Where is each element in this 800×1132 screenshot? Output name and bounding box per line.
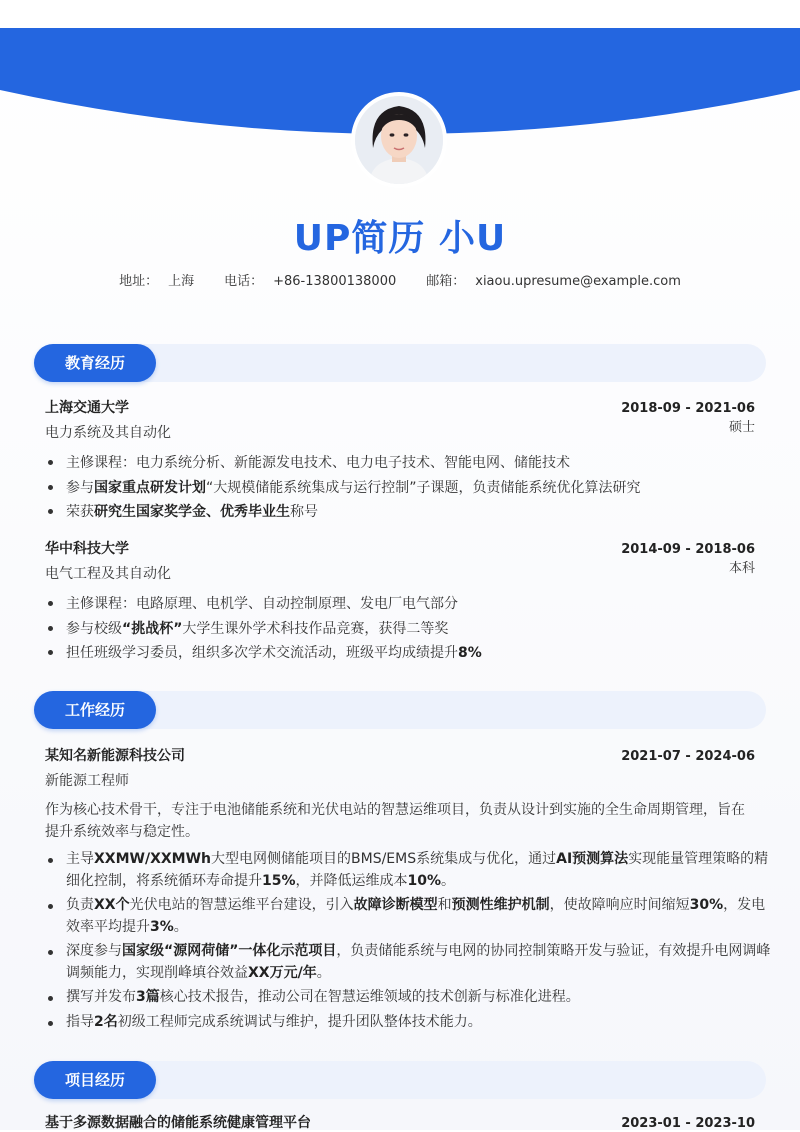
projects-section-title: 项目经历 [34, 1061, 156, 1099]
contact-address: 地址： 上海 [119, 274, 195, 289]
work-summary: 作为核心技术骨干，专注于电池储能系统和光伏电站的智慧运维项目，负责从设计到实施的全生命周期管理，旨在提升系统效率与稳定性。 [45, 802, 745, 840]
degree: 本科 [728, 561, 755, 576]
list-item: 主修课程：电力系统分析、新能源发电技术、电力电子技术、智能电网、储能技术 [66, 451, 778, 476]
list-item: 主导XXMW/XXMWh大型电网侧储能项目的BMS/EMS系统集成与优化，通过AI预测算法实现能量管理策略的精细化控制，将系统循环寿命提升15%，并降低运维成本10%。 [66, 849, 778, 892]
list-item: 担任班级学习委员，组织多次学术交流活动，班级平均成绩提升8% [66, 641, 778, 666]
school-name: 上海交通大学 [45, 400, 129, 416]
work-section-header [34, 691, 766, 729]
list-item: 参与校级“挑战杯”大学生课外学术科技作品竞赛，获得二等奖 [66, 617, 778, 642]
candidate-name: UP简历 小U [293, 218, 507, 259]
list-item: 荣获研究生国家奖学金、优秀毕业生称号 [66, 500, 778, 525]
work-bullets [45, 849, 778, 1036]
list-item: 指导2名初级工程师完成系统调试与维护，提升团队整体技术能力。 [66, 1012, 778, 1034]
education-section-title: 教育经历 [34, 344, 156, 382]
education-entry-2-header [45, 538, 755, 558]
list-item: 参与国家重点研发计划“大规模储能系统集成与运行控制”子课题，负责储能系统优化算法研究 [66, 476, 778, 501]
contact-email: 邮箱： xiaou.upresume@example.com [426, 274, 681, 289]
avatar [351, 92, 447, 188]
education-date: 2018-09 - 2021-06 [621, 401, 755, 416]
work-date: 2021-07 - 2024-06 [621, 749, 755, 764]
list-item: 负责XX个光伏电站的智慧运维平台建设，引入故障诊断模型和预测性维护机制，使故障响应时间缩短30%，发电效率平均提升3%。 [66, 895, 778, 938]
project-entry-header [45, 1112, 755, 1132]
education-date: 2014-09 - 2018-06 [621, 542, 755, 557]
project-name: 基于多源数据融合的储能系统健康管理平台 [45, 1115, 311, 1131]
list-item: 撰写并发布3篇核心技术报告，推动公司在智慧运维领域的技术创新与标准化进程。 [66, 987, 778, 1009]
list-item: 主修课程：电路原理、电机学、自动控制原理、发电厂电气部分 [66, 592, 778, 617]
education-section-header [34, 344, 766, 382]
education-entry-1-header [45, 397, 755, 417]
work-entry-header [45, 745, 755, 765]
list-item: 深度参与国家级“源网荷储”一体化示范项目，负责储能系统与电网的协同控制策略开发与验证，有效提升电网调峰调频能力，实现削峰填谷效益XX万元/年。 [66, 941, 778, 984]
projects-section-header [34, 1061, 766, 1099]
work-section-title: 工作经历 [34, 691, 156, 729]
contact-info [0, 270, 800, 289]
school-name: 华中科技大学 [45, 541, 129, 557]
job-role: 新能源工程师 [45, 773, 129, 789]
contact-phone: 电话： +86-13800138000 [224, 274, 397, 289]
education-entry-1-bullets [45, 451, 778, 525]
project-date: 2023-01 - 2023-10 [621, 1116, 755, 1131]
major: 电气工程及其自动化 [45, 566, 171, 582]
degree: 硕士 [728, 420, 755, 435]
company-name: 某知名新能源科技公司 [45, 748, 185, 764]
major: 电力系统及其自动化 [45, 425, 171, 441]
education-entry-2-bullets [45, 592, 778, 666]
